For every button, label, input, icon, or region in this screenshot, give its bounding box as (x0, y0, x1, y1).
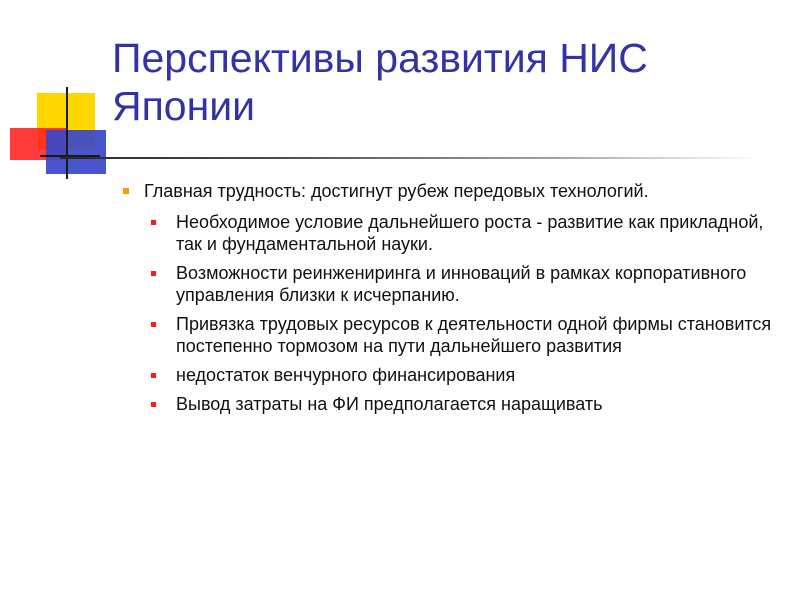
sub-bullet-square-icon (151, 402, 156, 407)
sub-bullet-square-icon (151, 271, 156, 276)
sub-bullet-text: Возможности реинжениринга и инноваций в рамках корпоративного управления близки к исчерпанию. (176, 263, 747, 305)
slide-body (120, 180, 780, 422)
sub-bullet-square-icon (151, 373, 156, 378)
sub-bullet-text: недостаток венчурного финансирования (176, 365, 516, 385)
sub-bullet-item (120, 313, 780, 357)
sub-bullet-text: Необходимое условие дальнейшего роста - развитие как прикладной, так и фундаментальной науки. (176, 212, 764, 254)
bullet-item (120, 180, 780, 202)
bullet-square-icon (123, 188, 129, 194)
sub-bullet-text: Привязка трудовых ресурсов к деятельности одной фирмы становится постепенно тормозом на пути дальнейшего развития (176, 314, 772, 356)
slide-title: Перспективы развития НИС Японии (112, 35, 648, 129)
title-divider (60, 157, 760, 159)
sub-bullet-item (120, 211, 780, 255)
sub-bullet-item (120, 262, 780, 306)
decorative-blue-square (46, 130, 106, 174)
sub-bullet-item (120, 393, 780, 415)
bullet-text: Главная трудность: достигнут рубеж передовых технологий. (144, 181, 649, 201)
sub-bullet-item (120, 364, 780, 386)
sub-bullet-square-icon (151, 220, 156, 225)
sub-bullet-text: Вывод затраты на ФИ предполагается наращивать (176, 394, 603, 414)
sub-bullet-square-icon (151, 322, 156, 327)
decorative-vertical-line (66, 87, 68, 179)
